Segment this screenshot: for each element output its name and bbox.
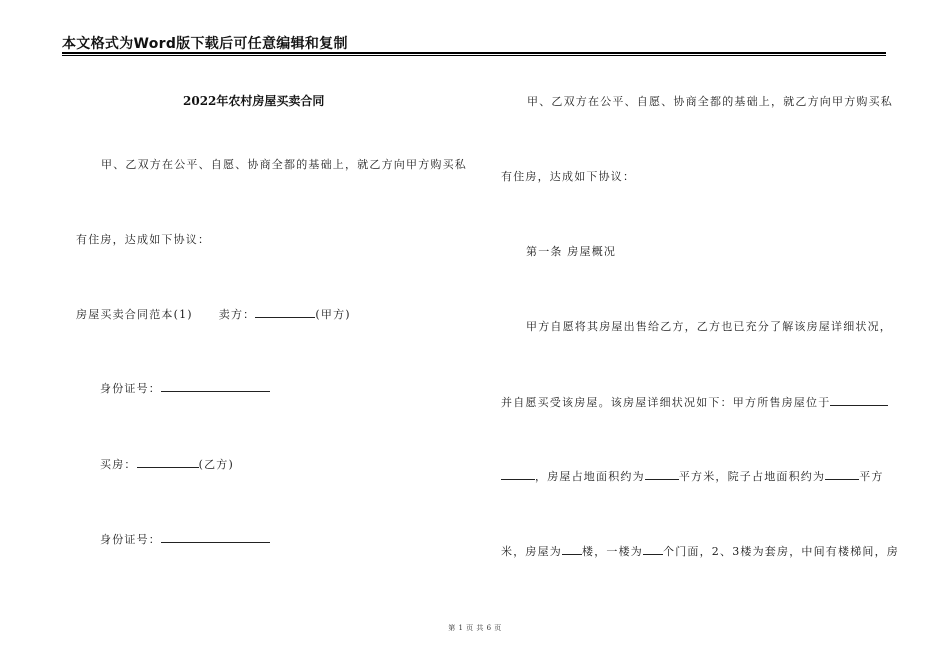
article-one-heading: 第一条 房屋概况 [526, 245, 617, 258]
buyer-party: (乙方) [198, 458, 234, 471]
right-paragraph-location [501, 394, 888, 410]
left-seller-id-line [100, 380, 270, 396]
right-paragraph-intro: 甲、乙双方在公平、自愿、协商全都的基础上，就乙方向甲方购买私 [527, 95, 893, 108]
buyer-blank [137, 457, 199, 468]
floors-blank [562, 544, 582, 555]
storefront-blank [643, 544, 663, 555]
seller-label: 卖方： [218, 308, 256, 321]
document-banner: 本文格式为Word版下载后可任意编辑和复制 [62, 36, 348, 52]
header-rule-thin [62, 55, 886, 56]
left-seller-line [76, 306, 351, 322]
right-paragraph-house-sale: 甲方自愿将其房屋出售给乙方，乙方也已充分了解该房屋详细状况， [526, 320, 892, 333]
buyer-id-label: 身份证号： [100, 533, 161, 546]
location-blank [830, 395, 888, 406]
yard-area-blank [825, 469, 859, 480]
floors-text-c: 个门面，2、3楼为套房，中间有楼梯间，房 [663, 545, 899, 558]
area-text-b: 平方米，院子占地面积约为 [678, 470, 826, 483]
buyer-id-blank [161, 532, 270, 543]
left-buyer-line [100, 456, 234, 472]
area-text-c: 平方 [859, 470, 884, 483]
area-text-a: ，房屋占地面积约为 [535, 470, 645, 483]
floors-text-a: 米，房屋为 [501, 545, 562, 558]
contract-sample-label: 房屋买卖合同范本(1) [76, 308, 193, 321]
house-area-blank [645, 469, 679, 480]
buyer-label: 买房： [100, 458, 137, 471]
seller-blank [255, 307, 315, 318]
left-paragraph-intro: 甲、乙双方在公平、自愿、协商全都的基础上，就乙方向甲方购买私 [101, 158, 467, 171]
page-footer: 第 1 页 共 6 页 [448, 624, 502, 632]
right-paragraph-area [501, 468, 884, 484]
left-buyer-id-line [100, 531, 270, 547]
right-paragraph-agreement: 有住房，达成如下协议： [501, 170, 636, 183]
right-paragraph-floors [501, 543, 899, 559]
seller-id-label: 身份证号： [100, 382, 161, 395]
seller-id-blank [161, 381, 270, 392]
location-text: 并自愿买受该房屋。该房屋详细状况如下：甲方所售房屋位于 [501, 396, 831, 409]
floors-text-b: 楼，一楼为 [582, 545, 643, 558]
document-title: 2022年农村房屋买卖合同 [183, 94, 325, 108]
left-paragraph-agreement: 有住房，达成如下协议： [76, 233, 211, 246]
header-rule-thick [62, 52, 886, 54]
location-blank-cont [501, 469, 535, 480]
seller-party: (甲方) [315, 308, 351, 321]
